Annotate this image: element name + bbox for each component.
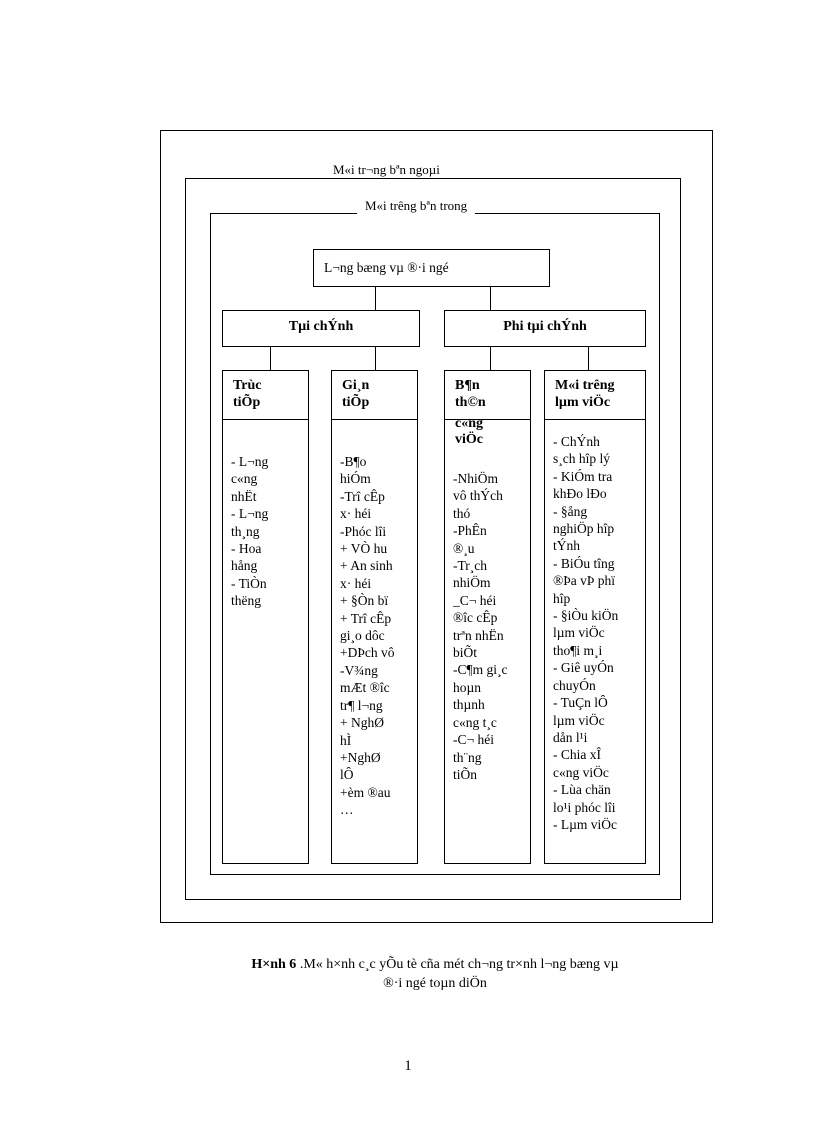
list-item: nhiÖm [453, 575, 491, 591]
list-item: hång [231, 558, 258, 574]
list-item: - TuÇn lÔ [553, 695, 608, 711]
list-item: -Tr¸ch [453, 558, 488, 574]
non-financial-label: Phi tµi chÝnh [503, 319, 587, 334]
list-item: lµm viÖc [553, 625, 605, 641]
list-item: x· héi [340, 506, 372, 522]
connector-top-left [375, 287, 376, 311]
list-item: +NghØ [340, 749, 381, 765]
list-item: -Phóc lîi [340, 523, 387, 539]
list-item: thµnh [453, 697, 485, 713]
compensation-box [313, 249, 550, 287]
connector-indirect [375, 347, 376, 371]
connector-job [490, 347, 491, 371]
list-item: hîp [553, 590, 571, 606]
list-item: hÌ [340, 732, 352, 748]
indirect-title: Gi¸n tiÕp [342, 378, 370, 410]
list-item: - L¬ng [231, 454, 269, 469]
list-item: ®¸u [453, 540, 475, 556]
list-item: -NhiÖm [453, 471, 498, 486]
financial-box [222, 310, 420, 347]
list-item: -V¾ng [340, 662, 378, 678]
list-item: tiÕn [453, 766, 478, 782]
job-itself-title: B¶n th©n [455, 378, 486, 410]
job-itself-title-cont: c«ng viÖc [455, 416, 483, 447]
list-item: - KiÓm tra [553, 468, 613, 484]
list-item: hiÓm [340, 471, 371, 487]
list-item: lÔ [340, 767, 354, 783]
list-item: thó [453, 505, 471, 521]
caption-line-1 [160, 955, 710, 974]
job-itself-items [453, 470, 507, 783]
work-environment-divider [545, 419, 645, 420]
list-item: chuyÓn [553, 677, 596, 693]
list-item: + NghØ [340, 715, 384, 731]
work-environment-title: M«i trêng lµm viÖc [555, 378, 615, 410]
list-item: gi¸o dôc [340, 628, 385, 644]
list-item: - Hoa [231, 541, 262, 557]
connector-work-env [588, 347, 589, 371]
caption-text-1: .M« h×nh c¸c yÕu tè cña mét ch¬ng tr×nh l¬ng bæng vµ [296, 957, 619, 972]
indirect-column [331, 370, 418, 864]
list-item: -PhÊn [453, 523, 487, 539]
list-item: … [340, 802, 354, 818]
list-item: - §iÒu kiÖn [553, 608, 619, 624]
list-item: thëng [231, 593, 261, 609]
list-item: nhËt [231, 488, 257, 504]
list-item: - TiÒn [231, 575, 267, 591]
list-item: - BiÓu tîng [553, 555, 615, 571]
direct-column [222, 370, 309, 864]
list-item: + An sinh [340, 558, 393, 574]
list-item: -C¬ héi [453, 732, 494, 748]
work-environment-items [553, 433, 618, 833]
non-financial-box [444, 310, 646, 347]
list-item: - Giê uyÓn [553, 660, 614, 676]
list-item: - Chia xÎ [553, 747, 601, 763]
list-item: lµm viÖc [553, 712, 605, 728]
list-item: +èm ®au [340, 784, 391, 800]
list-item: mÆt ®îc [340, 680, 390, 696]
list-item: th¨ng [453, 749, 482, 765]
list-item: - §ång [553, 503, 588, 519]
list-item: c«ng [231, 471, 258, 487]
list-item: ®Þa vÞ phï [553, 573, 616, 589]
list-item: nghiÖp hîp [553, 521, 615, 537]
list-item: -Trî cÊp [340, 488, 385, 504]
list-item: -B¶o [340, 454, 367, 469]
indirect-items [340, 453, 395, 819]
caption-line-2: ®·i ngé toµn diÖn [383, 976, 487, 991]
list-item: c«ng viÖc [553, 764, 609, 780]
page-number: 1 [404, 1058, 412, 1074]
list-item: th¸ng [231, 523, 260, 539]
list-item: + Trî cÊp [340, 610, 392, 626]
list-item: + VÒ hu [340, 541, 388, 557]
list-item: khÐo lÐo [553, 486, 607, 502]
list-item: lo¹i phóc lîi [553, 799, 616, 815]
list-item: - Lµm viÖc [553, 816, 618, 832]
list-item: tho¶i m¸i [553, 642, 603, 658]
figure-caption [160, 955, 710, 993]
list-item: ®îc cÊp [453, 610, 498, 626]
direct-items [231, 453, 268, 610]
indirect-divider [332, 419, 417, 420]
connector-top-right [490, 287, 491, 311]
work-environment-column [544, 370, 646, 864]
connector-direct [270, 347, 271, 371]
list-item: -C¶m gi¸c [453, 662, 508, 678]
list-item: - L¬ng [231, 506, 269, 522]
list-item: biÕt [453, 645, 478, 661]
compensation-label: L¬ng bæng vµ ®·i ngé [324, 260, 449, 275]
direct-title: Trùc tiÕp [233, 378, 262, 410]
list-item: hoµn [453, 679, 482, 695]
list-item: + §Òn bï [340, 593, 389, 609]
list-item: - Lùa chän [553, 782, 611, 798]
list-item: s¸ch hîp lý [553, 451, 610, 467]
list-item: tr¶ l¬ng [340, 697, 383, 713]
list-item: vô thÝch [453, 488, 503, 504]
list-item: _C¬ héi [453, 592, 497, 608]
list-item: x· héi [340, 575, 372, 591]
caption-label: H×nh 6 [251, 957, 297, 972]
list-item: - ChÝnh [553, 434, 600, 449]
list-item: c«ng t¸c [453, 714, 497, 730]
job-itself-column [444, 370, 531, 864]
list-item: dån l¹i [553, 729, 588, 745]
list-item: trªn nhËn [453, 627, 504, 643]
inner-environment-label: M«i trêng bªn trong [357, 198, 475, 214]
direct-divider [223, 419, 308, 420]
list-item: +DÞch vô [340, 645, 395, 661]
outer-environment-label: M«i tr¬ng bªn ngoµi [325, 162, 448, 178]
financial-label: Tµi chÝnh [288, 319, 354, 334]
list-item: tÝnh [553, 538, 580, 554]
